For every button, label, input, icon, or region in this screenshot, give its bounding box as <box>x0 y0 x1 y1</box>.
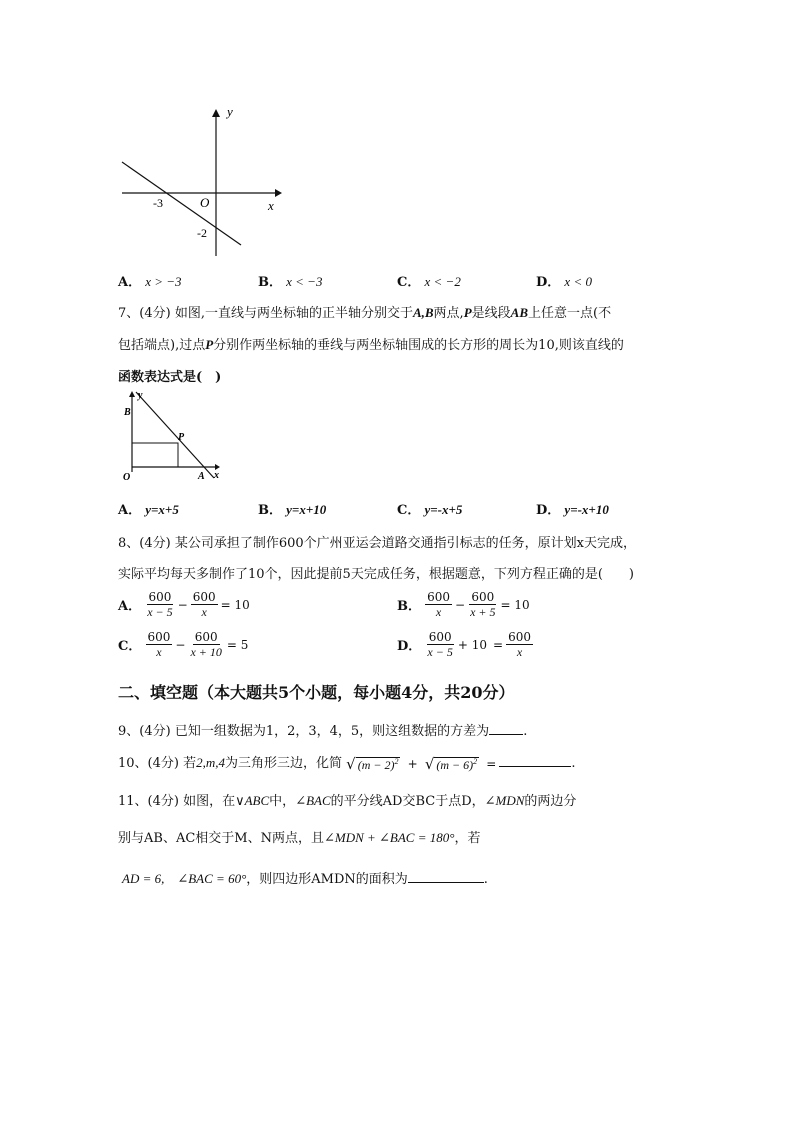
q7-graph <box>118 388 228 486</box>
q8-a-frac-1: $\frac{600}{x - 5}$ <box>147 590 173 619</box>
q9-line <box>118 720 527 739</box>
q11-text-1d: 的两边分 <box>524 794 577 809</box>
q8-d-frac-2: $\frac{600}{x}$ <box>508 630 531 659</box>
q6-neg3-label: -3 <box>153 196 163 210</box>
q8-c-frac-2: $\frac{600}{x + 10}$ <box>190 630 222 659</box>
q11-triangle: ∨ABC <box>235 793 270 808</box>
q7-b-label: B <box>124 407 131 418</box>
q8-option-a-letter: A． <box>118 599 142 614</box>
q8-option-b-letter: B． <box>397 599 421 614</box>
q8-option-d[interactable]: D． $\frac{600}{x - 5}$ + 10 = $\frac{600}{x}$ <box>397 630 531 659</box>
q7-y-label: y <box>138 390 143 401</box>
q8-option-d-letter: D． <box>397 639 422 654</box>
q7-p-point: P <box>463 305 472 320</box>
q7-option-a-expr: y=x+5 <box>145 502 179 517</box>
q7-text-1c: 是线段 <box>471 306 511 321</box>
section-2-title: 二、填空题（本大题共5个小题，每小题4分，共20分） <box>118 683 515 702</box>
q6-option-c[interactable] <box>397 271 461 290</box>
q11-text-2a: 别与AB、AC相交于M、N两点，且 <box>118 831 324 846</box>
q7-p-point-2: P <box>205 337 214 352</box>
q6-option-a-expr: x > −3 <box>145 274 182 289</box>
q6-option-b-letter: B． <box>258 275 282 290</box>
q11-given: AD = 6, ∠BAC = 60° <box>122 871 247 886</box>
q11-answer-blank[interactable] <box>408 870 484 883</box>
q7-a-label: A <box>198 471 205 482</box>
q6-option-c-expr: x < −2 <box>424 274 461 289</box>
q10-text-mid: 为三角形三边，化简 <box>224 756 342 771</box>
q11-text-3b: ，则四边形AMDN的面积为 <box>246 872 408 887</box>
q6-option-d[interactable] <box>536 271 592 290</box>
q10-end: . <box>571 756 576 771</box>
q6-option-d-letter: D． <box>536 275 561 290</box>
q11-line-3 <box>122 868 488 887</box>
q7-option-d-expr: y=-x+10 <box>564 502 609 517</box>
q8-a-frac-2: $\frac{600}{x}$ <box>192 590 216 619</box>
q11-text-2b: ，若 <box>454 831 481 846</box>
q8-b-frac-2: $\frac{600}{x + 5}$ <box>470 590 496 619</box>
q6-line <box>122 162 241 245</box>
q7-option-d[interactable] <box>536 499 609 518</box>
q7-option-c-expr: y=-x+5 <box>424 502 463 517</box>
q8-d-frac-1: $\frac{600}{x - 5}$ <box>427 630 453 659</box>
q11-angle-mdn: ∠MDN <box>484 793 525 808</box>
q6-option-c-letter: C． <box>397 275 421 290</box>
q11-text-1b: 中， <box>269 794 296 809</box>
q6-graph <box>110 100 290 260</box>
q8-line-1: 8、(4分) 某公司承担了制作600个广州亚运会道路交通指引标志的任务，原计划x天完成， <box>118 536 636 551</box>
q6-option-a-letter: A． <box>118 275 142 290</box>
q7-text-2a: 包括端点),过点 <box>118 338 206 353</box>
q6-x-label: x <box>268 198 274 213</box>
q7-option-d-letter: D． <box>536 503 561 518</box>
q6-option-d-expr: x < 0 <box>564 274 592 289</box>
q10-equals: = <box>486 756 497 771</box>
q7-option-b-letter: B． <box>258 503 282 518</box>
q7-y-arrow <box>129 391 135 397</box>
q6-option-a[interactable] <box>118 271 182 290</box>
q7-option-c-letter: C． <box>397 503 421 518</box>
q8-c-frac-1: $\frac{600}{x}$ <box>147 630 171 659</box>
q10-answer-blank[interactable] <box>499 754 571 767</box>
q6-y-label: y <box>227 104 233 119</box>
q7-line-ab <box>136 392 214 478</box>
q11-end: . <box>483 872 488 887</box>
q7-option-c[interactable] <box>397 499 462 518</box>
q7-o-label: O <box>123 472 131 483</box>
q8-option-c-letter: C． <box>118 639 142 654</box>
q6-neg2-label: -2 <box>197 226 207 240</box>
q10-line <box>118 752 575 773</box>
q9-text: 9、(4分) 已知一组数据为1，2，3，4，5，则这组数据的方差为 <box>118 724 490 739</box>
q7-x-label: x <box>214 470 219 481</box>
q10-plus: + <box>407 756 418 771</box>
q10-sqrt-2: √ $(m - 6)^2$ <box>424 754 478 773</box>
q11-condition: ∠MDN + ∠BAC = 180° <box>323 830 455 845</box>
q7-line-1 <box>118 302 611 321</box>
q7-line-3: 函数表达式是( ) <box>118 370 222 385</box>
q8-line-2: 实际平均每天多制作了10个，因此提前5天完成任务，根据题意，下列方程正确的是( ) <box>118 567 634 582</box>
q8-b-frac-1: $\frac{600}{x}$ <box>427 590 451 619</box>
q10-sqrt-1: √ $(m - 2)^2$ <box>346 754 399 773</box>
q7-ab-points: A,B <box>412 305 434 320</box>
q9-end: . <box>523 724 528 739</box>
q6-option-b[interactable] <box>258 271 322 290</box>
q7-option-b-expr: y=x+10 <box>286 502 327 517</box>
q8-option-c[interactable]: C． $\frac{600}{x}$ − $\frac{600}{x + 10}$ = 5 <box>118 630 249 659</box>
q6-y-arrow <box>212 109 220 117</box>
q11-line-2 <box>118 827 480 846</box>
q6-origin-label: O <box>200 195 210 210</box>
q11-text-1c: 的平分线AD交BC于点D， <box>330 794 485 809</box>
q7-text-1: 7、(4分) 如图,一直线与两坐标轴的正半轴分别交于 <box>118 306 413 321</box>
q7-line-2 <box>118 334 624 353</box>
q11-text-1a: 11、(4分) 如图，在 <box>118 794 236 809</box>
q7-segment-ab: AB <box>510 305 528 320</box>
q7-text-1d: 上任意一点(不 <box>528 306 612 321</box>
q8-option-a[interactable]: A． $\frac{600}{x - 5}$ − $\frac{600}{x}$ = 10 <box>118 590 250 619</box>
q7-option-a[interactable] <box>118 499 179 518</box>
q10-vars: 2,m,4 <box>196 755 225 770</box>
q9-answer-blank[interactable] <box>489 722 523 735</box>
q7-option-b[interactable] <box>258 499 326 518</box>
q7-option-a-letter: A． <box>118 503 142 518</box>
q7-text-1b: 两点, <box>433 306 464 321</box>
q6-option-b-expr: x < −3 <box>286 274 323 289</box>
q8-option-b[interactable]: B． $\frac{600}{x}$ − $\frac{600}{x + 5}$ = 10 <box>397 590 530 619</box>
q7-p-label: P <box>178 432 185 443</box>
q7-text-2b: 分别作两坐标轴的垂线与两坐标轴围成的长方形的周长为10,则该直线的 <box>213 338 624 353</box>
q10-text-pre: 10、(4分) 若 <box>118 756 197 771</box>
q11-line-1 <box>118 790 576 809</box>
q7-rectangle <box>132 443 178 467</box>
q6-x-arrow <box>275 189 282 197</box>
q11-angle-bac: ∠BAC <box>295 793 331 808</box>
